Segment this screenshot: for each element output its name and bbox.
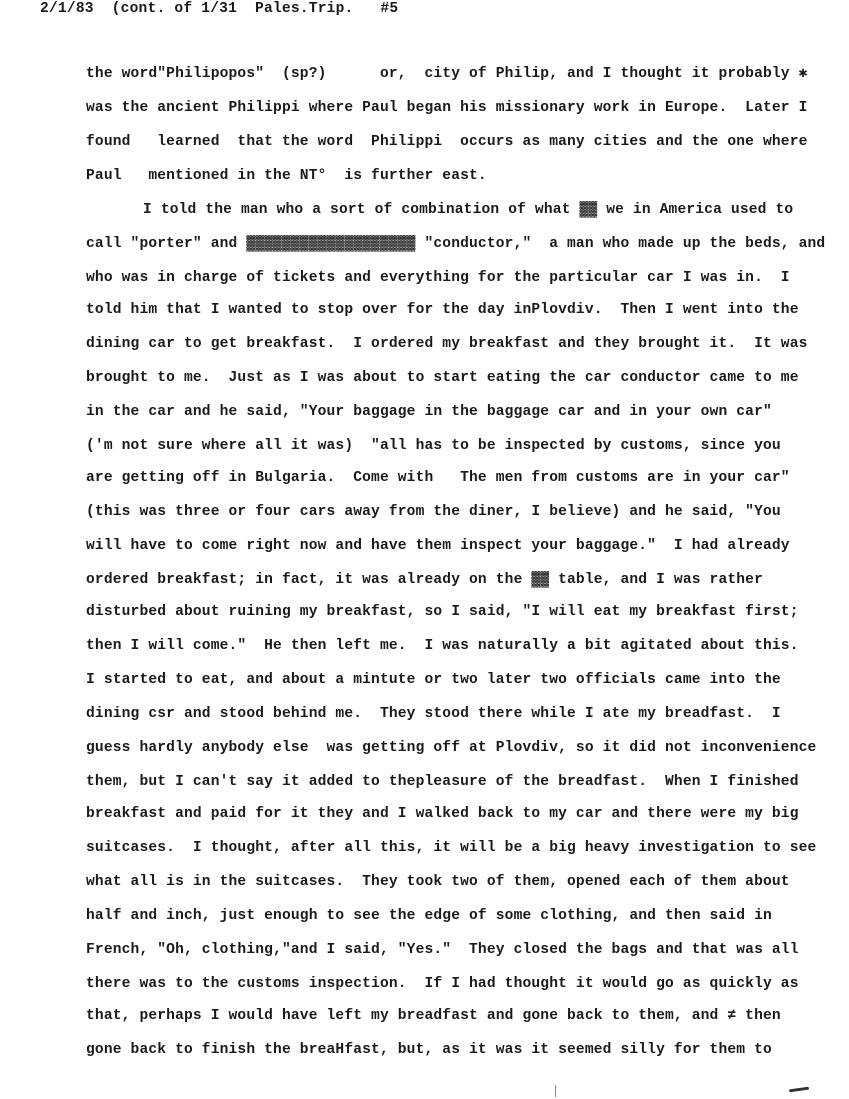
text-line: who was in charge of tickets and everything for the particular car I was in. I bbox=[86, 270, 790, 286]
page-edge-mark bbox=[789, 1087, 809, 1093]
text-line: French, "Oh, clothing,"and I said, "Yes." They closed the bags and that was all bbox=[86, 942, 799, 958]
text-line: the word"Philipopos" (sp?) or, city of Philip, and I thought it probably ✱ bbox=[86, 66, 808, 82]
text-line: there was to the customs inspection. If I had thought it would go as quickly as bbox=[86, 976, 799, 992]
text-line: will have to come right now and have them inspect your baggage." I had already bbox=[86, 538, 790, 554]
text-line: was the ancient Philippi where Paul began his missionary work in Europe. Later I bbox=[86, 100, 808, 116]
text-line: dining csr and stood behind me. They stood there while I ate my breadfast. I bbox=[86, 706, 781, 722]
text-line: ('m not sure where all it was) "all has to be inspected by customs, since you bbox=[86, 438, 781, 454]
text-line: half and inch, just enough to see the edge of some clothing, and then said in bbox=[86, 908, 772, 924]
text-line: dining car to get breakfast. I ordered my breakfast and they brought it. It was bbox=[86, 336, 808, 352]
text-line: what all is in the suitcases. They took two of them, opened each of them about bbox=[86, 874, 790, 890]
text-line: ordered breakfast; in fact, it was already on the ▓▓ table, and I was rather bbox=[86, 572, 763, 588]
margin-tick-mark bbox=[555, 1085, 556, 1097]
text-line: them, but I can't say it added to thepleasure of the breadfast. When I finished bbox=[86, 774, 799, 790]
text-line: guess hardly anybody else was getting off at Plovdiv, so it did not inconvenience bbox=[86, 740, 817, 756]
text-line: are getting off in Bulgaria. Come with The men from customs are in your car" bbox=[86, 470, 790, 486]
text-line: brought to me. Just as I was about to start eating the car conductor came to me bbox=[86, 370, 799, 386]
text-line: suitcases. I thought, after all this, it will be a big heavy investigation to see bbox=[86, 840, 817, 856]
text-line: disturbed about ruining my breakfast, so I said, "I will eat my breakfast first; bbox=[86, 604, 799, 620]
page-header: 2/1/83 (cont. of 1/31 Pales.Trip. #5 bbox=[40, 1, 399, 17]
text-line: I told the man who a sort of combination of what ▓▓ we in America used to bbox=[143, 202, 794, 218]
text-line: call "porter" and ▓▓▓▓▓▓▓▓▓▓▓▓▓▓▓▓▓▓▓ "conductor," a man who made up the beds, and bbox=[86, 236, 826, 252]
text-line: in the car and he said, "Your baggage in the baggage car and in your own car" bbox=[86, 404, 772, 420]
text-line: (this was three or four cars away from the diner, I believe) and he said, "You bbox=[86, 504, 781, 520]
text-line: then I will come." He then left me. I was naturally a bit agitated about this. bbox=[86, 638, 799, 654]
text-line: gone back to finish the breaHfast, but, as it was it seemed silly for them to bbox=[86, 1042, 772, 1058]
text-line: I started to eat, and about a mintute or two later two officials came into the bbox=[86, 672, 781, 688]
text-line: that, perhaps I would have left my breadfast and gone back to them, and ≠ then bbox=[86, 1008, 781, 1024]
text-line: breakfast and paid for it they and I walked back to my car and there were my big bbox=[86, 806, 799, 822]
text-line: Paul mentioned in the NT° is further east. bbox=[86, 168, 487, 184]
text-line: found learned that the word Philippi occurs as many cities and the one where bbox=[86, 134, 808, 150]
text-line: told him that I wanted to stop over for the day inPlovdiv. Then I went into the bbox=[86, 302, 799, 318]
